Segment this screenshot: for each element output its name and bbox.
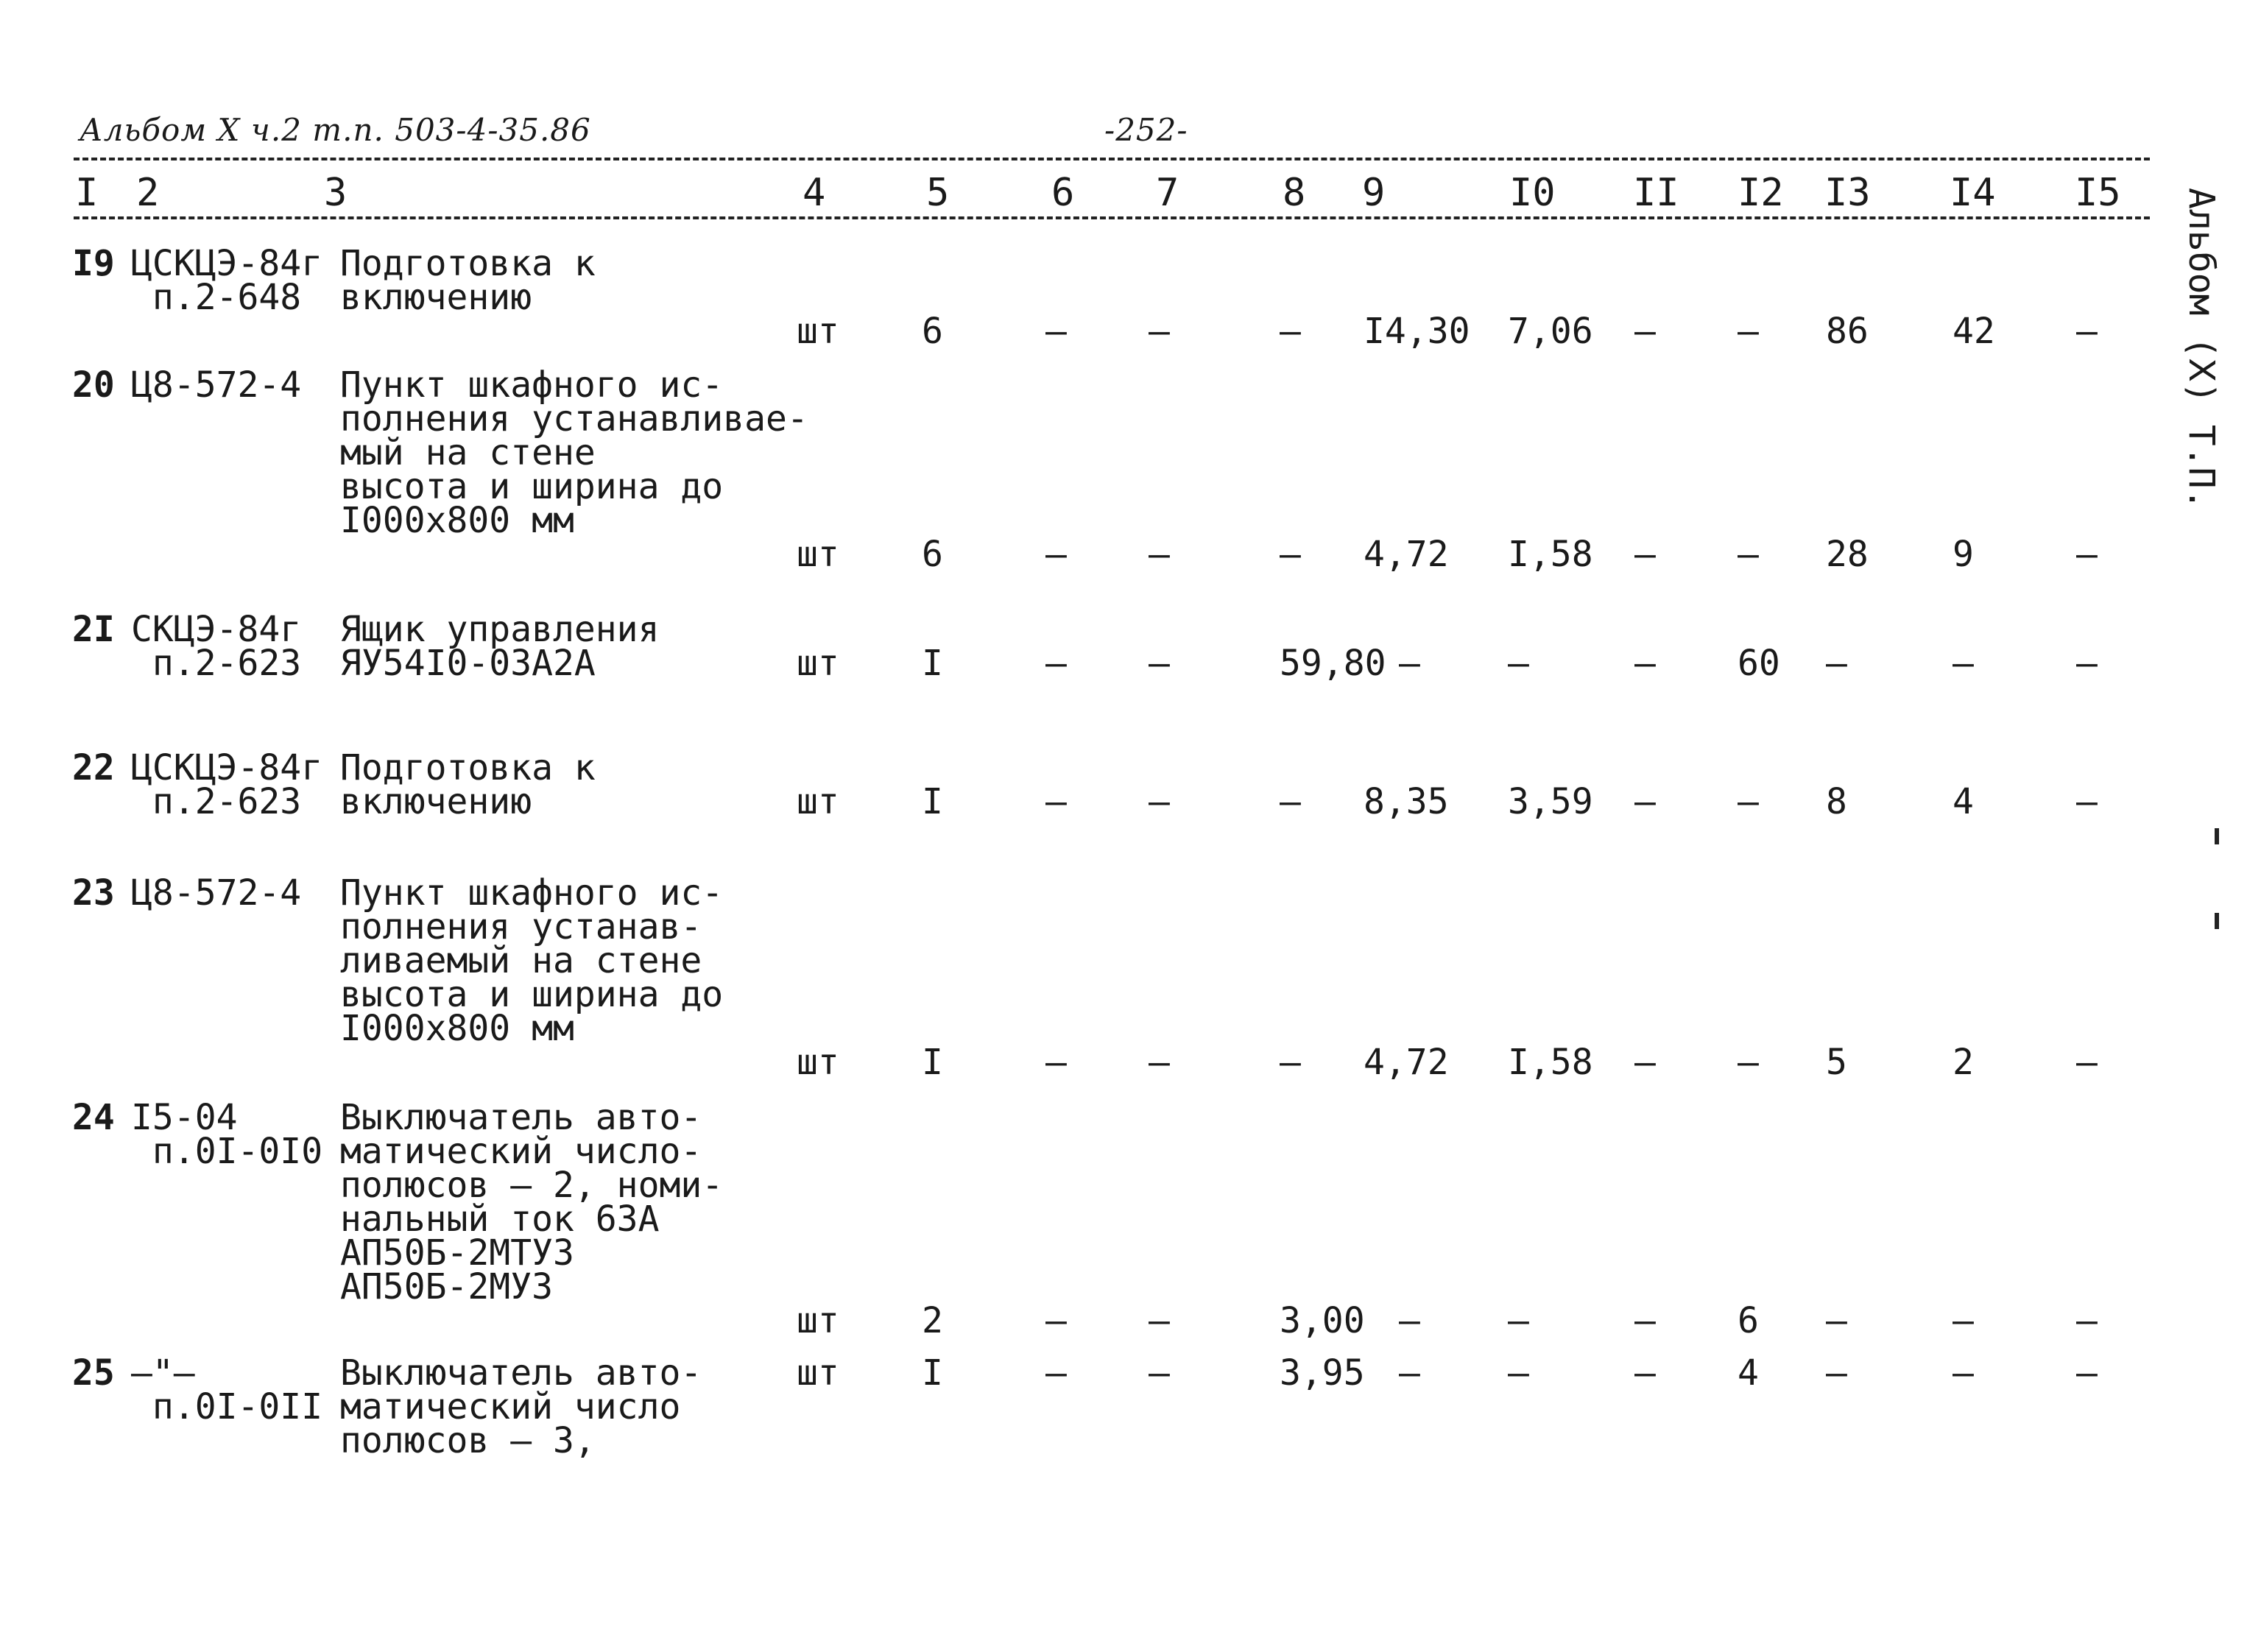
side-album-label: Альбом (Ⅹ) Т.П. (2181, 188, 2222, 510)
description-cell: Выключатель авто- матический число- полюсов – 2, номи- нальный ток 63А АП50Б-2МТУ3 АП50Б-2МУ3 (340, 1097, 724, 1307)
col15-cell: – (2076, 534, 2098, 575)
col12-cell: – (1738, 534, 1759, 575)
col10-cell: I,58 (1508, 1042, 1593, 1083)
col12-cell: – (1738, 781, 1759, 822)
col10-cell: – (1508, 643, 1529, 684)
col14-cell: 2 (1953, 1042, 1974, 1083)
col6-cell: – (1045, 1300, 1067, 1341)
page-number: -252- (1104, 112, 1188, 148)
unit-cell: шт (797, 534, 839, 575)
col10-cell: I,58 (1508, 534, 1593, 575)
unit-cell: шт (797, 1352, 839, 1394)
col10-cell: – (1508, 1352, 1529, 1394)
col10-cell: 3,59 (1508, 781, 1593, 822)
col7-cell: – (1149, 311, 1170, 352)
qty-cell: 6 (922, 311, 943, 352)
col11-cell: – (1634, 781, 1656, 822)
description-cell: Пункт шкафного ис- полнения устанавливае- мый на стене высота и ширина до I000x800 мм (340, 364, 808, 541)
col15-cell: – (2076, 781, 2098, 822)
col-header-7: 7 (1156, 171, 1179, 215)
col9-cell: – (1399, 643, 1420, 684)
col14-cell: – (1953, 643, 1974, 684)
col7-cell: – (1149, 1352, 1170, 1394)
col15-cell: – (2076, 311, 2098, 352)
col12-cell: 6 (1738, 1300, 1759, 1341)
code-cell: ЦСКЦЭ-84г п.2-623 (131, 747, 323, 822)
col13-cell: 5 (1826, 1042, 1847, 1083)
col6-cell: – (1045, 1042, 1067, 1083)
col8-cell: – (1280, 534, 1301, 575)
unit-cell: шт (797, 1042, 839, 1083)
col15-cell: – (2076, 1300, 2098, 1341)
col14-cell: 42 (1953, 311, 1995, 352)
margin-tick-upper (2215, 828, 2219, 844)
row-number: 23 (72, 872, 115, 914)
col14-cell: 4 (1953, 781, 1974, 822)
col15-cell: – (2076, 1042, 2098, 1083)
col-header-14: I4 (1950, 171, 1996, 215)
col8-cell: 59,80 (1280, 643, 1386, 684)
header-bottom-rule (74, 216, 2150, 219)
col9-cell: 4,72 (1364, 534, 1449, 575)
col7-cell: – (1149, 781, 1170, 822)
col10-cell: 7,06 (1508, 311, 1593, 352)
qty-cell: 2 (922, 1300, 943, 1341)
col-header-1: I (75, 171, 99, 215)
margin-tick-lower (2215, 913, 2219, 929)
row-number: I9 (72, 243, 115, 284)
col13-cell: – (1826, 1300, 1847, 1341)
col9-cell: – (1399, 1352, 1420, 1394)
col8-cell: – (1280, 1042, 1301, 1083)
col-header-10: I0 (1509, 171, 1556, 215)
code-cell: I5-04 п.0I-0I0 (131, 1097, 323, 1172)
header-top-rule (74, 158, 2150, 160)
code-cell: ЦСКЦЭ-84г п.2-648 (131, 243, 323, 318)
col-header-13: I3 (1824, 171, 1871, 215)
col11-cell: – (1634, 1042, 1656, 1083)
col6-cell: – (1045, 311, 1067, 352)
col9-cell: 8,35 (1364, 781, 1449, 822)
row-number: 2I (72, 609, 115, 650)
description-cell: Выключатель авто- матический число полюсов – 3, (340, 1352, 702, 1461)
col11-cell: – (1634, 534, 1656, 575)
col11-cell: – (1634, 1352, 1656, 1394)
row-number: 24 (72, 1097, 115, 1138)
col-header-6: 6 (1051, 171, 1075, 215)
code-cell: Ц8-572-4 (131, 364, 302, 406)
col9-cell: I4,30 (1364, 311, 1470, 352)
col-header-15: I5 (2075, 171, 2121, 215)
code-cell: СКЦЭ-84г п.2-623 (131, 609, 302, 684)
qty-cell: I (922, 781, 943, 822)
col15-cell: – (2076, 643, 2098, 684)
col7-cell: – (1149, 1300, 1170, 1341)
qty-cell: I (922, 643, 943, 684)
col11-cell: – (1634, 311, 1656, 352)
col13-cell: – (1826, 1352, 1847, 1394)
col-header-12: I2 (1738, 171, 1784, 215)
code-cell: Ц8-572-4 (131, 872, 302, 914)
col13-cell: 8 (1826, 781, 1847, 822)
code-cell: –"– п.0I-0II (131, 1352, 323, 1427)
col-header-11: II (1633, 171, 1679, 215)
col14-cell: – (1953, 1300, 1974, 1341)
col-header-3: 3 (324, 171, 348, 215)
col15-cell: – (2076, 1352, 2098, 1394)
col-header-4: 4 (803, 171, 826, 215)
col13-cell: 86 (1826, 311, 1869, 352)
unit-cell: шт (797, 643, 839, 684)
unit-cell: шт (797, 311, 839, 352)
col14-cell: 9 (1953, 534, 1974, 575)
col12-cell: 4 (1738, 1352, 1759, 1394)
col9-cell: – (1399, 1300, 1420, 1341)
col10-cell: – (1508, 1300, 1529, 1341)
row-number: 25 (72, 1352, 115, 1394)
col7-cell: – (1149, 534, 1170, 575)
col7-cell: – (1149, 643, 1170, 684)
col6-cell: – (1045, 534, 1067, 575)
col14-cell: – (1953, 1352, 1974, 1394)
col8-cell: – (1280, 781, 1301, 822)
col-header-2: 2 (136, 171, 160, 215)
col11-cell: – (1634, 1300, 1656, 1341)
col6-cell: – (1045, 781, 1067, 822)
col6-cell: – (1045, 643, 1067, 684)
col8-cell: 3,95 (1280, 1352, 1365, 1394)
col-header-9: 9 (1362, 171, 1386, 215)
description-cell: Подготовка к включению (340, 747, 596, 822)
description-cell: Пункт шкафного ис- полнения устанав- ливаемый на стене высота и ширина до I000x800 мм (340, 872, 724, 1049)
album-reference: Альбом Ⅹ ч.2 т.п. 503-4-35.86 (80, 112, 591, 148)
col8-cell: – (1280, 311, 1301, 352)
col12-cell: – (1738, 1042, 1759, 1083)
col11-cell: – (1634, 643, 1656, 684)
col7-cell: – (1149, 1042, 1170, 1083)
qty-cell: I (922, 1042, 943, 1083)
description-cell: Ящик управления ЯУ54I0-03А2А (340, 609, 660, 684)
unit-cell: шт (797, 1300, 839, 1341)
col12-cell: 60 (1738, 643, 1780, 684)
col-header-8: 8 (1283, 171, 1306, 215)
col13-cell: – (1826, 643, 1847, 684)
col8-cell: 3,00 (1280, 1300, 1365, 1341)
description-cell: Подготовка к включению (340, 243, 596, 318)
col12-cell: – (1738, 311, 1759, 352)
qty-cell: I (922, 1352, 943, 1394)
unit-cell: шт (797, 781, 839, 822)
row-number: 22 (72, 747, 115, 788)
col6-cell: – (1045, 1352, 1067, 1394)
col9-cell: 4,72 (1364, 1042, 1449, 1083)
row-number: 20 (72, 364, 115, 406)
col-header-5: 5 (926, 171, 950, 215)
qty-cell: 6 (922, 534, 943, 575)
col13-cell: 28 (1826, 534, 1869, 575)
